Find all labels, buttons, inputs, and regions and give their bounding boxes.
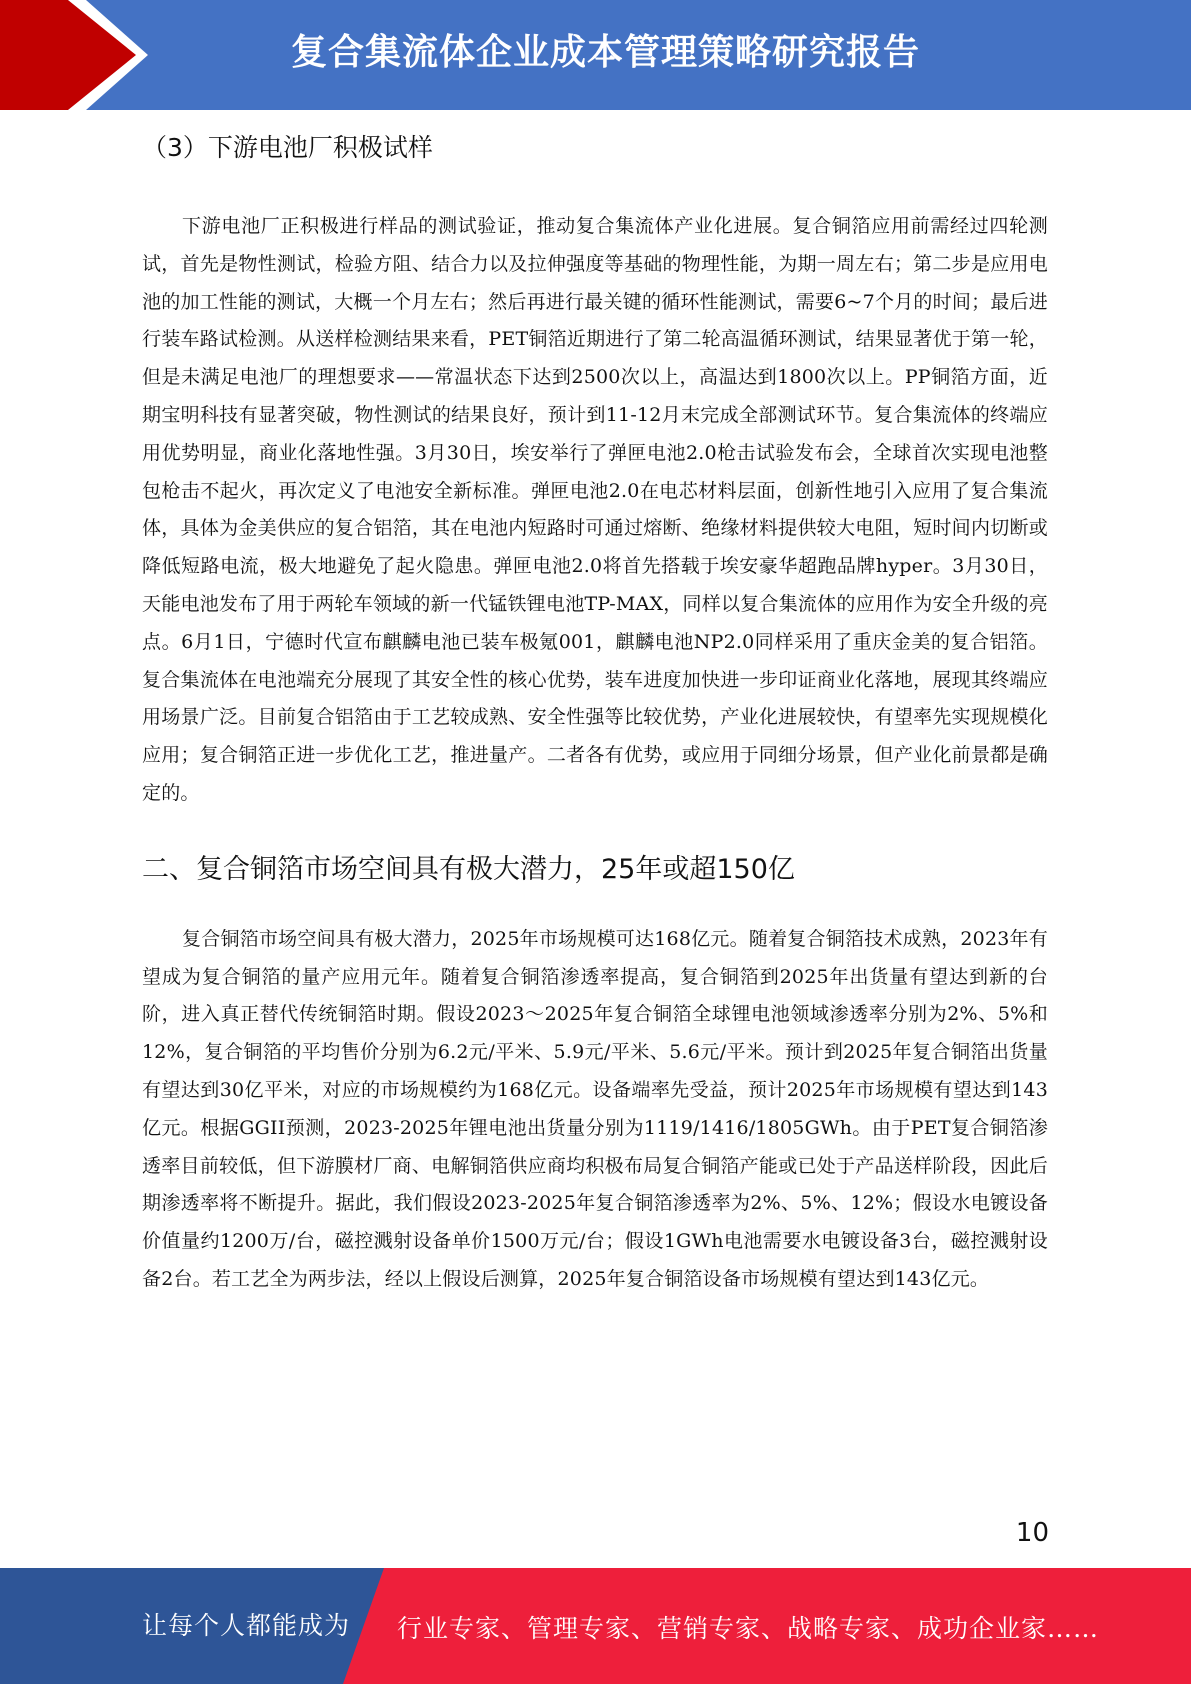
footer-slogan-left: 让每个人都能成为 (142, 1611, 351, 1640)
section2-heading: 二、复合铜箔市场空间具有极大潜力，25年或超150亿 (142, 853, 795, 885)
main-content (142, 128, 1048, 1299)
section2-paragraph: 复合铜箔市场空间具有极大潜力，2025年市场规模可达168亿元。随着复合铜箔技术成熟，2023年有望成为复合铜箔的量产应用元年。随着复合铜箔渗透率提高，复合铜箔到2025年出货量有望达到新的台阶，进入真正替代传统铜箔时期。假设2023～2025年复合铜箔全球锂电池领域渗透率分别为2%、5%和12%，复合铜箔的平均售价分别为6.2元/平米、5.9元/平米、5.6元/平米。预计到2025年复合铜箔出货量有望达到30亿平米，对应的市场规模约为168亿元。设备端率先受益，预计2025年市场规模有望达到143亿元。根据GGII预测，2023-2025年锂电池出货量分别为1119/1416/1805GWh。由于PET复合铜箔渗透率目前较低，但下游膜材厂商、电解铜箔供应商均积极布局复合铜箔产能或已处于产品送样阶段，因此后期渗透率将不断提升。据此，我们假设2023-2025年复合铜箔渗透率为2%、5%、12%；假设水电镀设备价值量约1200万/台，磁控溅射设备单价1500万元/台；假设1GWh电池需要水电镀设备3台，磁控溅射设备2台。若工艺全为两步法，经以上假设后测算，2025年复合铜箔设备市场规模有望达到143亿元。 (142, 927, 1048, 1290)
report-title: 复合集流体企业成本管理策略研究报告 (290, 32, 920, 73)
page-footer (0, 1568, 1191, 1684)
page-number: 10 (1015, 1518, 1049, 1548)
page-header (0, 0, 1191, 110)
section-paragraph: 下游电池厂正积极进行样品的测试验证，推动复合集流体产业化进展。复合铜箔应用前需经过四轮测试，首先是物性测试，检验方阻、结合力以及拉伸强度等基础的物理性能，为期一周左右；第二步是应用电池的加工性能的测试，大概一个月左右；然后再进行最关键的循环性能测试，需要6~7个月的时间；最后进行装车路试检测。从送样检测结果来看，PET铜箔近期进行了第二轮高温循环测试，结果显著优于第一轮，但是未满足电池厂的理想要求——常温状态下达到2500次以上，高温达到1800次以上。PP铜箔方面，近期宝明科技有显著突破，物性测试的结果良好，预计到11-12月末完成全部测试环节。复合集流体的终端应用优势明显，商业化落地性强。3月30日，埃安举行了弹匣电池2.0枪击试验发布会，全球首次实现电池整包枪击不起火，再次定义了电池安全新标准。弹匣电池2.0在电芯材料层面，创新性地引入应用了复合集流体，具体为金美供应的复合铝箔，其在电池内短路时可通过熔断、绝缘材料提供较大电阻，短时间内切断或降低短路电流，极大地避免了起火隐患。弹匣电池2.0将首先搭载于埃安豪华超跑品牌hyper。3月30日，天能电池发布了用于两轮车领域的新一代锰铁锂电池TP-MAX，同样以复合集流体的应用作为安全升级的亮点。6月1日，宁德时代宣布麒麟电池已装车极氪001，麒麟电池NP2.0同样采用了重庆金美的复合铝箔。复合集流体在电池端充分展现了其安全性的核心优势，装车进度加快进一步印证商业化落地，展现其终端应用场景广泛。目前复合铝箔由于工艺较成熟、安全性强等比较优势，产业化进展较快，有望率先实现规模化应用；复合铜箔正进一步优化工艺，推进量产。二者各有优势，或应用于同细分场景，但产业化前景都是确定的。 (142, 215, 1048, 804)
footer-slogan-right: 行业专家、管理专家、营销专家、战略专家、成功企业家…… (397, 1614, 1100, 1643)
section-subheading: （3）下游电池厂积极试样 (142, 133, 433, 162)
